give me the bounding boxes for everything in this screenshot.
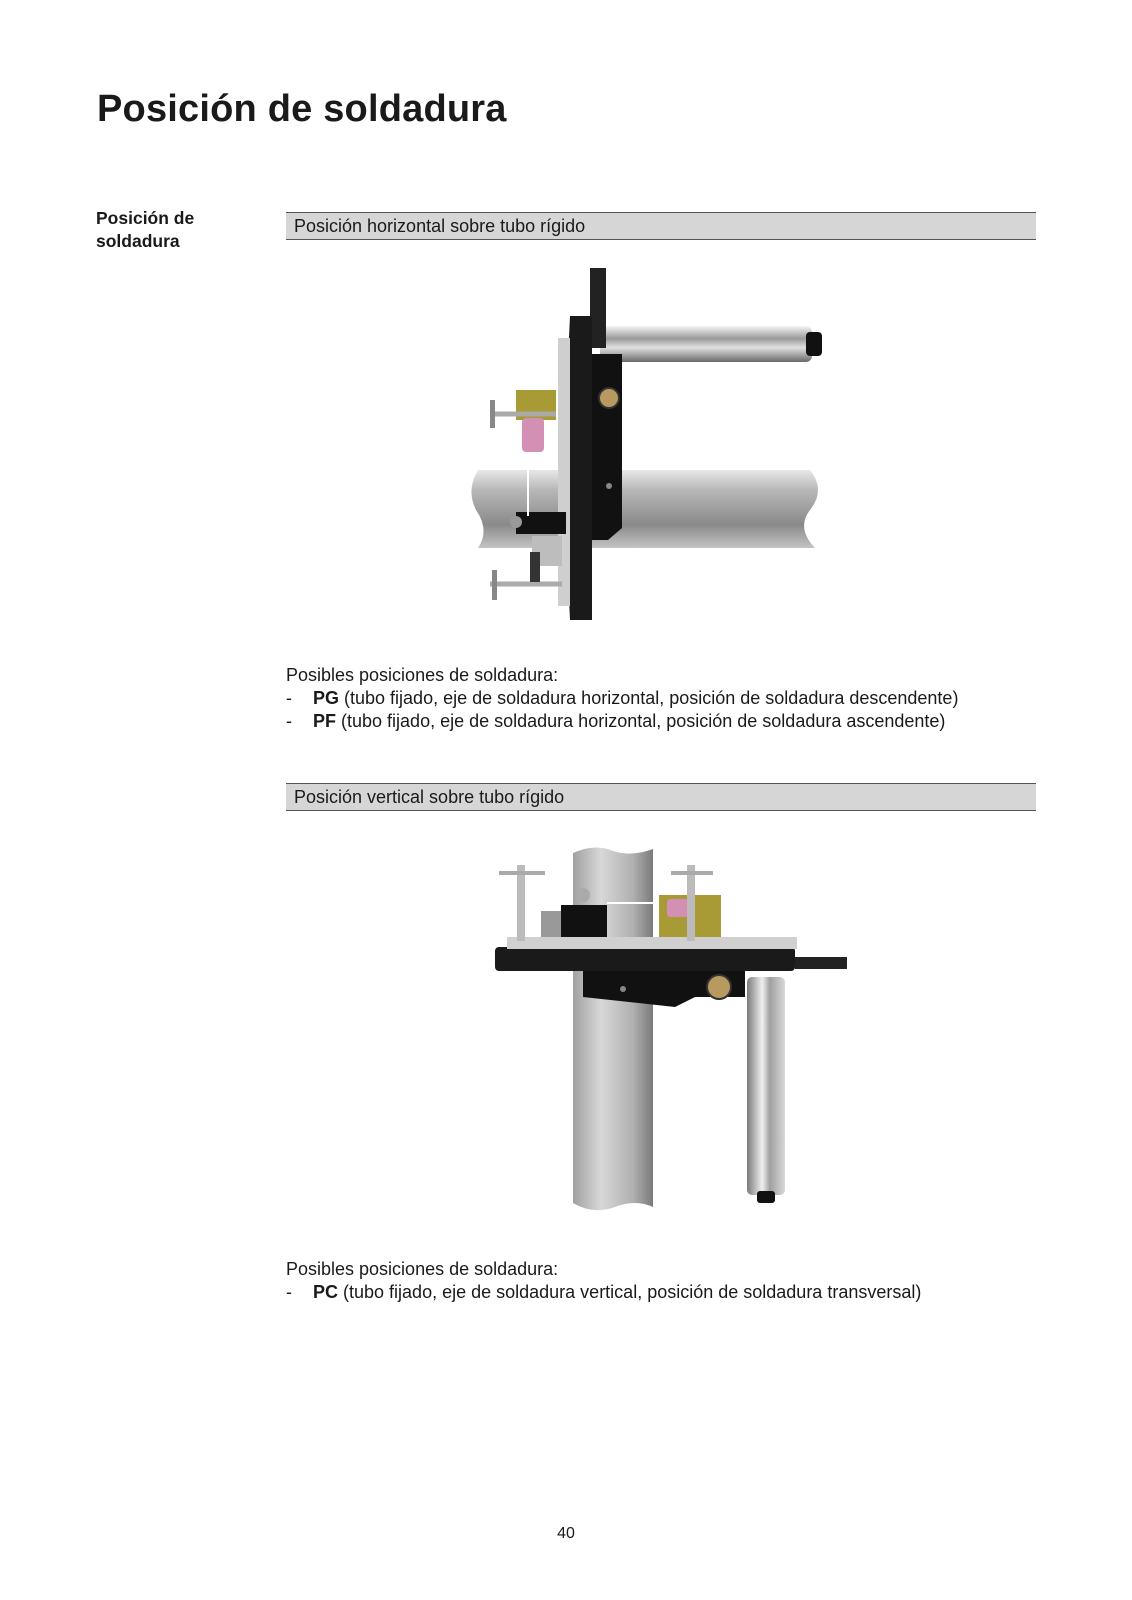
list-item: - PG (tubo fijado, eje de soldadura horizontal, posición de soldadura descendente)	[286, 688, 959, 708]
position-description: (tubo fijado, eje de soldadura horizontal, posición de soldadura ascendente)	[336, 711, 946, 731]
positions-intro: Posibles posiciones de soldadura:	[286, 665, 559, 685]
positions-intro: Posibles posiciones de soldadura:	[286, 1259, 559, 1279]
weld-positions-vertical	[286, 1258, 921, 1304]
list-item: - PC (tubo fijado, eje de soldadura vertical, posición de soldadura transversal)	[286, 1282, 922, 1302]
weld-positions-horizontal	[286, 664, 958, 733]
position-code: PF	[313, 711, 337, 731]
position-code: PC	[313, 1282, 339, 1302]
page-title: Posición de soldadura	[97, 88, 507, 130]
list-item: - PF (tubo fijado, eje de soldadura horizontal, posición de soldadura ascendente)	[286, 711, 946, 731]
section-bar-vertical: Posición vertical sobre tubo rígido	[286, 783, 1036, 811]
section-bar-horizontal: Posición horizontal sobre tubo rígido	[286, 212, 1036, 240]
position-description: (tubo fijado, eje de soldadura horizontal, posición de soldadura descendente)	[339, 688, 959, 708]
page-number: 40	[557, 1525, 575, 1542]
vertical-pipe-clamp-photo	[495, 847, 865, 1215]
position-description: (tubo fijado, eje de soldadura vertical, posición de soldadura transversal)	[338, 1282, 922, 1302]
side-heading: Posición de soldadura	[96, 208, 195, 251]
horizontal-pipe-clamp-photo	[470, 268, 850, 628]
position-code: PG	[313, 688, 340, 708]
